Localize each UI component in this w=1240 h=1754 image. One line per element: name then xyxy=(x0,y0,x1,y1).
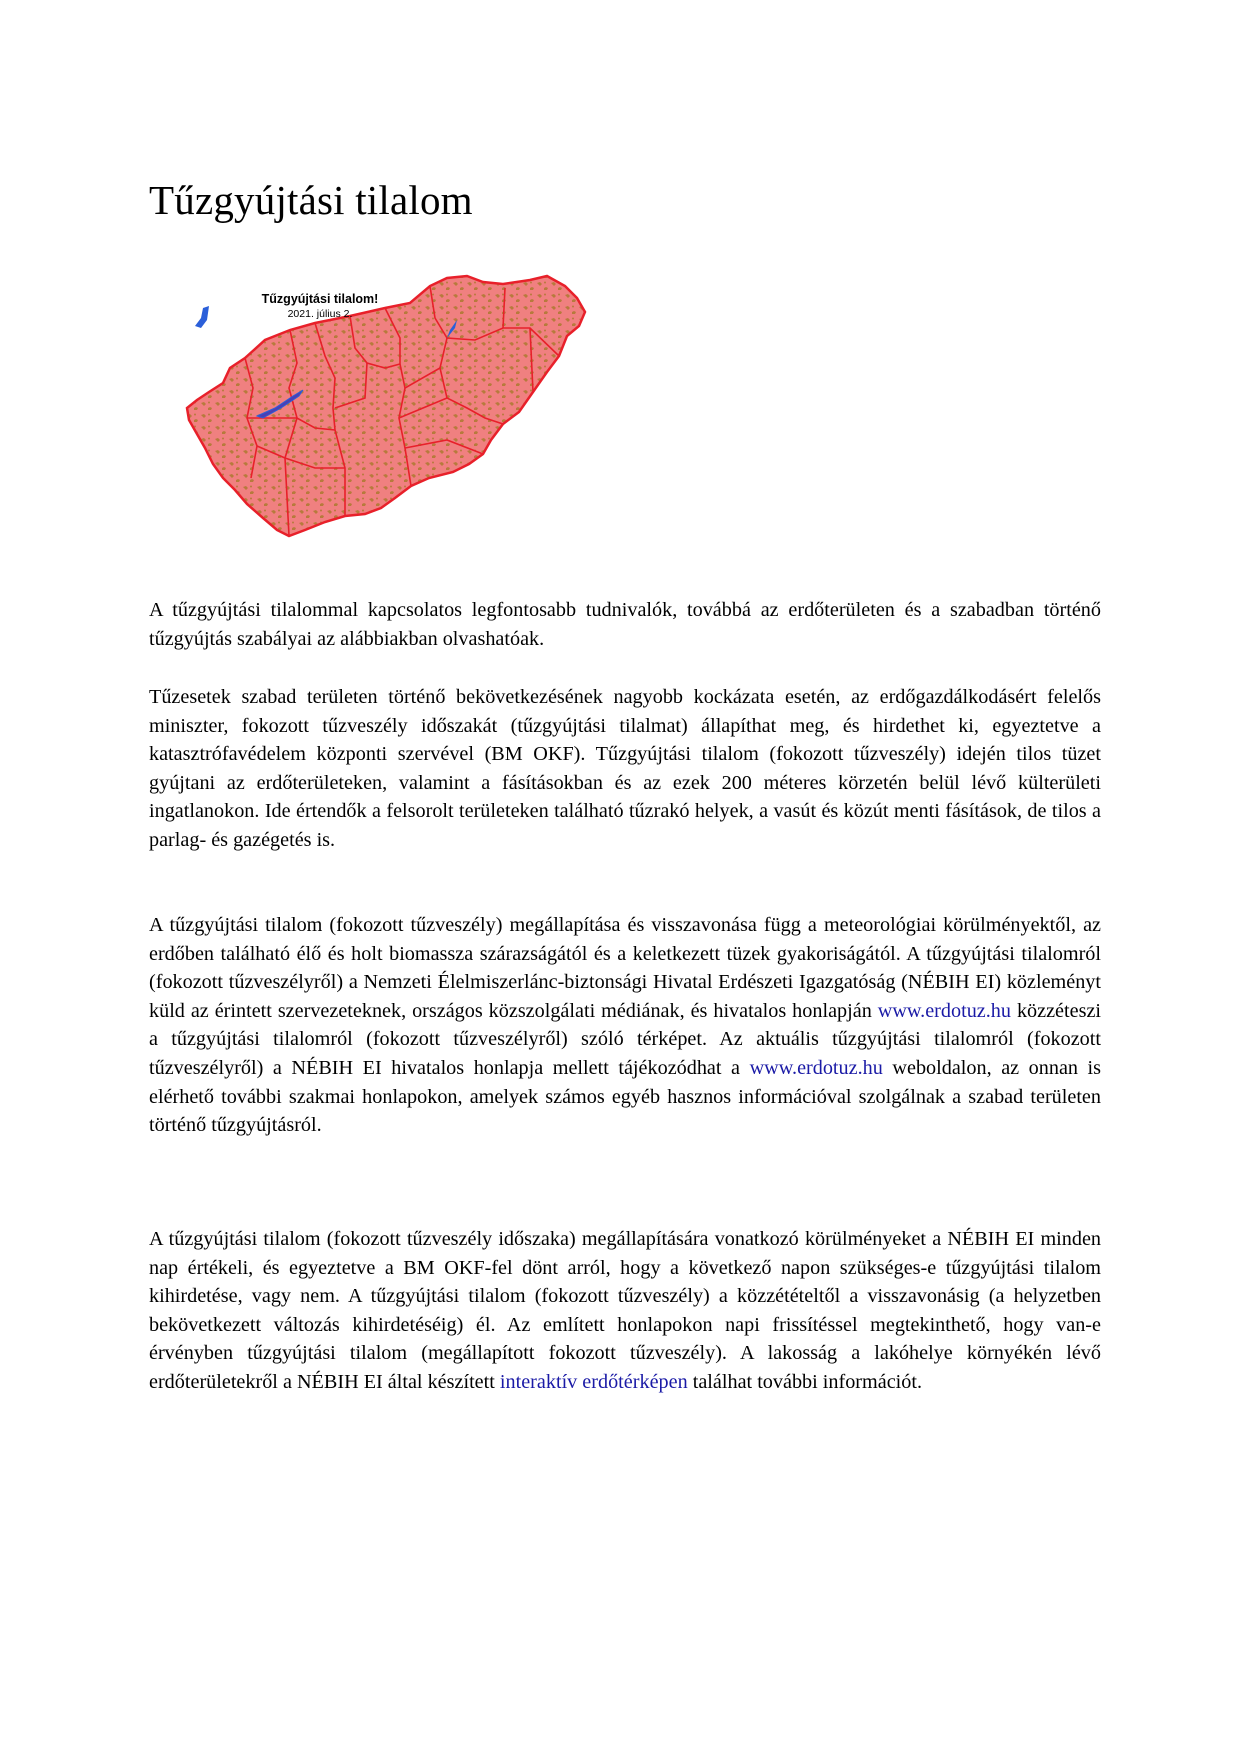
paragraph-3-text xyxy=(149,911,1101,1140)
map-legend-title xyxy=(235,292,405,322)
paragraph-4-text xyxy=(149,1225,1101,1397)
paragraph-2-text: Tűzesetek szabad területen történő bekövetkezésének nagyobb kockázata esetén, az erdőgazdálkodásért felelős miniszter, fokozott tűzveszély időszakát (tűzgyújtási tilalmat) állapíthat meg, és hirdethet ki, egyeztetve a katasztrófavédelem központi szervével (BM OKF). Tűzgyújtási tilalom (fokozott tűzveszély) idején tilos tüzet gyújtani az erdőterületeken, valamint a fásításokban és az ezek 200 méteres körzetén belül lévő külterületi ingatlanokon. Ide értendők a felsorolt területeken található tűzrakó helyek, a vasút és közút menti fásítások, de tilos a parlag- és gazégetés is. xyxy=(149,686,1101,851)
page-title: Tűzgyújtási tilalom xyxy=(149,177,473,223)
erdotuz-link-2[interactable]: www.erdotuz.hu xyxy=(749,1056,883,1079)
paragraph-3-part-b: közzéteszi a tűzgyújtási tilalomról (fokozott tűzveszélyről) szóló térképet. Az aktuális tűzgyújtási tilalomról (fokozott tűzveszélyről) a NÉBIH EI hivatalos honlapja mellett tájékozódhat a xyxy=(149,999,1102,1079)
paragraph-4-part-b: találhat további információt. xyxy=(692,1370,923,1393)
paragraph-1-text: A tűzgyújtási tilalommal kapcsolatos legfontosabb tudnivalók, továbbá az erdőterületen és a szabadban történő tűzgyújtás szabályai az alábbiakban olvashatóak. xyxy=(149,599,1101,650)
paragraph-1 xyxy=(149,596,1101,653)
paragraph-3-part-a: A tűzgyújtási tilalom (fokozott tűzveszély) megállapítása és visszavonása függ a meteorológiai körülményektől, az erdőben található élő és holt biomassza szárazságától és a keletkezett tüzek gyakoriságától. A tűzgyújtási tilalomról (fokozott tűzveszélyről) a Nemzeti Élelmiszerlánc-biztonsági Hivatal Erdészeti Igazgatóság (NÉBIH EI) közleményt küld az érintett szervezeteknek, országos közszolgálati médiának, és hivatalos honlapján xyxy=(149,914,1101,1022)
paragraph-3 xyxy=(149,911,1101,1140)
paragraph-2 xyxy=(149,683,1101,855)
paragraph-3-part-c: weboldalon, az onnan is elérhető további szakmai honlapokon, amelyek számos egyéb hasznos információval szolgálnak a szabad területen történő tűzgyújtásról. xyxy=(149,1056,1102,1137)
erdotuz-link-1[interactable]: www.erdotuz.hu xyxy=(877,999,1011,1022)
lake-ferto xyxy=(195,306,209,328)
map-date: 2021. július 2. xyxy=(287,308,353,320)
interactive-forest-map-link[interactable]: interaktív erdőtérképen xyxy=(499,1370,688,1393)
fire-ban-map xyxy=(185,268,655,568)
paragraph-4-part-a: A tűzgyújtási tilalom (fokozott tűzveszély időszaka) megállapítására vonatkozó körülményeket a NÉBIH EI minden nap értékeli, és egyeztetve a BM OKF-fel dönt arról, hogy a következő napon szükséges-e tűzgyújtási tilalom kihirdetése, vagy nem. A tűzgyújtási tilalom (fokozott tűzveszély) a közzétételtől a visszavonásig (a helyzetben bekövetkezett változás kihirdetéséig) él. Az említett honlapokon napi frissítéssel megtekinthető, hogy van-e érvényben tűzgyújtási tilalom (megállapított fokozott tűzveszély). A lakosság a lakóhelye környékén lévő erdőterületekről a NÉBIH EI által készített xyxy=(149,1228,1101,1393)
map-title: Tűzgyújtási tilalom! xyxy=(261,292,379,306)
paragraph-4 xyxy=(149,1225,1101,1397)
